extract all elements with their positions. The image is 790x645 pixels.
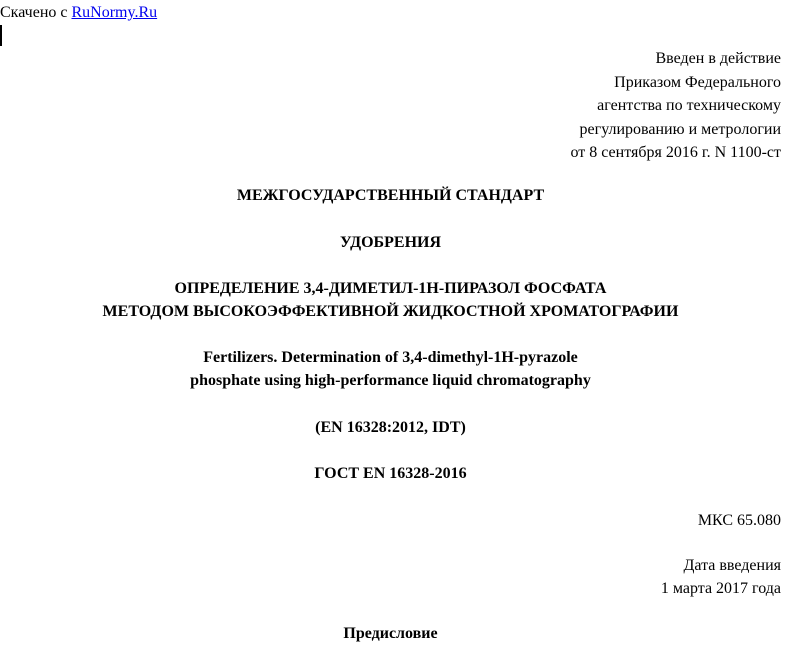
introduction-date-label: Дата введения xyxy=(683,557,781,574)
standard-type: МЕЖГОСУДАРСТВЕННЫЙ СТАНДАРТ xyxy=(236,187,545,204)
mks-code: МКС 65.080 xyxy=(697,512,781,529)
text-cursor xyxy=(0,25,2,46)
approval-line-5: от 8 сентября 2016 г. N 1100-ст xyxy=(570,144,781,161)
section-title-preface: Предисловие xyxy=(343,625,438,642)
equivalence-note: (EN 16328:2012, IDT) xyxy=(315,419,466,436)
approval-block xyxy=(570,47,781,165)
title-en-line-1: Fertilizers. Determination of 3,4-dimethyl-1H-pyrazole xyxy=(203,349,578,366)
gost-designation: ГОСТ EN 16328-2016 xyxy=(314,465,467,482)
source-line xyxy=(0,3,157,22)
title-ru-line-1: ОПРЕДЕЛЕНИЕ 3,4-ДИМЕТИЛ-1Н-ПИРАЗОЛ ФОСФАТА xyxy=(174,280,607,297)
approval-line-2: Приказом Федерального xyxy=(614,73,781,91)
approval-line-1: Введен в действие xyxy=(655,50,781,67)
introduction-date-value: 1 марта 2017 года xyxy=(660,580,781,597)
approval-line-3: агентства по техническому xyxy=(597,97,781,114)
title-ru-line-2: МЕТОДОМ ВЫСОКОЭФФЕКТИВНОЙ ЖИДКОСТНОЙ ХРОМАТОГРАФИИ xyxy=(102,303,679,320)
runormy-link[interactable]: RuNormy.Ru xyxy=(71,4,158,21)
category-title: УДОБРЕНИЯ xyxy=(339,234,442,251)
approval-line-4: регулированию и метрологии xyxy=(579,120,781,138)
source-prefix: Скачено с xyxy=(0,4,72,21)
title-en-line-2: phosphate using high-performance liquid chromatography xyxy=(190,372,591,389)
